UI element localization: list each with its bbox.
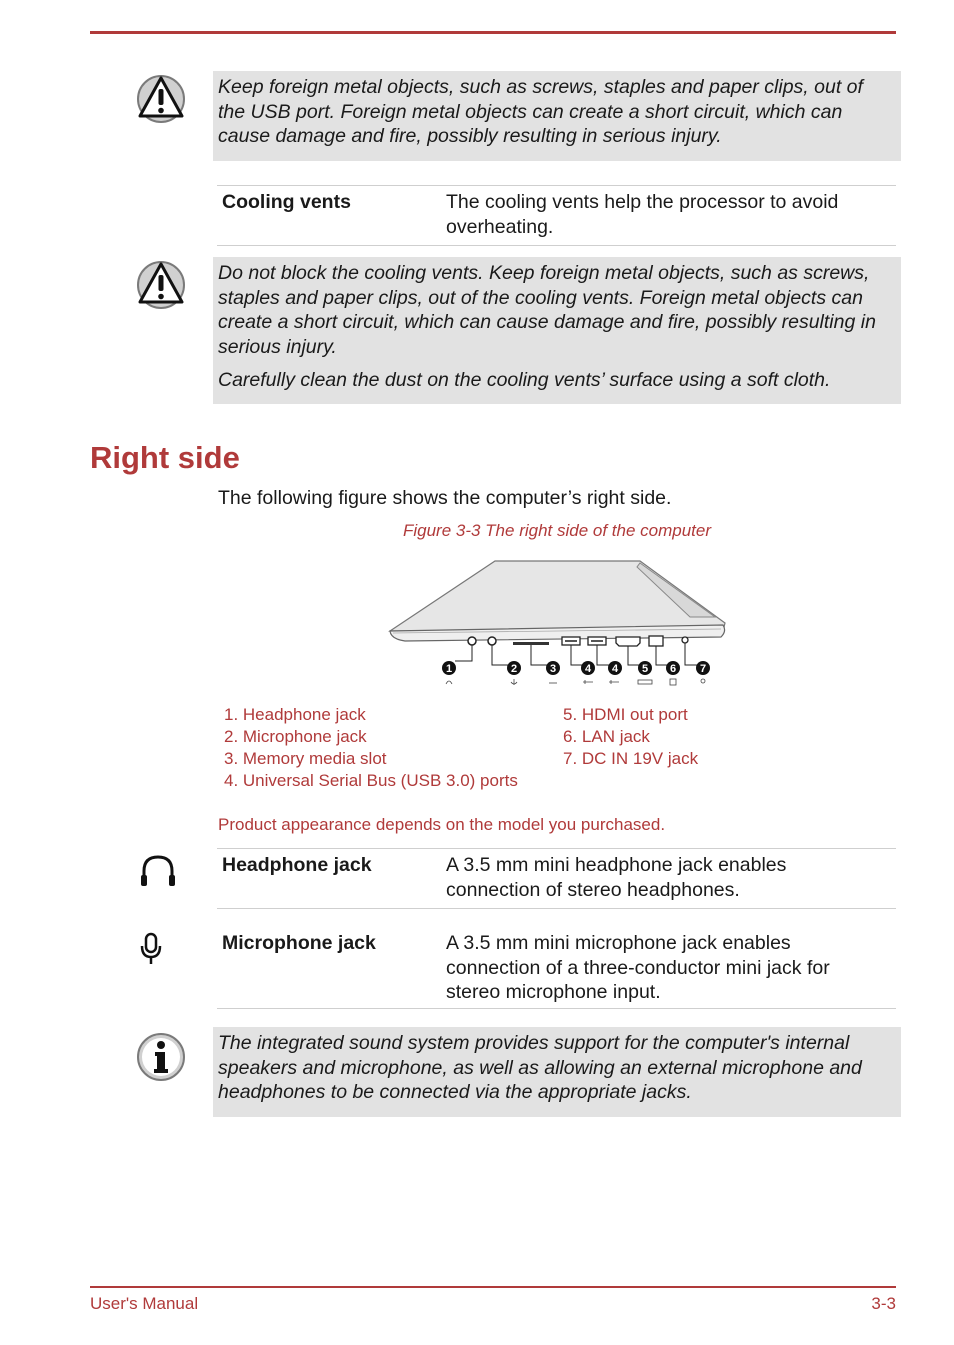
callout-6: 6	[669, 663, 677, 675]
legend-item: 7. DC IN 19V jack	[563, 749, 699, 768]
cooling-vents-term: Cooling vents	[222, 191, 351, 213]
headphone-jack-row	[217, 848, 896, 909]
lan-port	[649, 636, 663, 646]
hdmi-port	[616, 637, 640, 646]
top-rule	[90, 31, 896, 34]
divider	[217, 1008, 896, 1009]
callout-2: 2	[510, 663, 518, 675]
product-appearance-note: Product appearance depends on the model you purchased.	[218, 815, 666, 834]
memory-slot	[513, 642, 549, 645]
microphone-jack-desc: A 3.5 mm mini microphone jack enables connection of a three-conductor mini jack for stereo microphone input.	[446, 932, 830, 1003]
usb-warning-text: Keep foreign metal objects, such as screws, staples and paper clips, out of the USB port. Foreign metal objects can create a short circuit, which can cause damage and fire, possibly resulting in serious injury.	[218, 76, 863, 147]
vents-warning-note	[213, 257, 901, 404]
legend-item: 2. Microphone jack	[224, 727, 367, 746]
footer-manual-label: User's Manual	[90, 1294, 199, 1313]
section-intro: The following figure shows the computer’s right side.	[218, 487, 672, 509]
legend-item: 5. HDMI out port	[563, 705, 688, 724]
figure-caption: Figure 3-3 The right side of the computer	[402, 521, 712, 540]
dc-in-port	[682, 637, 688, 643]
microphone-icon	[139, 932, 163, 966]
callout-markers	[442, 661, 710, 675]
callout-1: 1	[445, 663, 453, 675]
warning-icon	[136, 259, 186, 311]
legend-item: 6. LAN jack	[563, 727, 650, 746]
sound-info-note	[213, 1027, 901, 1117]
microphone-jack-row	[217, 908, 896, 1009]
cooling-vents-row	[217, 185, 896, 246]
callout-7: 7	[699, 663, 707, 675]
headphone-port	[468, 637, 476, 645]
cooling-vents-desc: The cooling vents help the processor to avoid overheating.	[446, 191, 839, 238]
callout-5: 5	[641, 663, 649, 675]
legend-item: 3. Memory media slot	[224, 749, 387, 768]
callout-4a: 4	[584, 663, 592, 675]
legend-item: 1. Headphone jack	[224, 705, 366, 724]
usb-warning-note	[213, 71, 901, 161]
microphone-port	[488, 637, 496, 645]
legend-item: 4. Universal Serial Bus (USB 3.0) ports	[224, 771, 518, 790]
laptop-right-side-figure	[385, 553, 730, 693]
headphone-jack-term: Headphone jack	[222, 854, 372, 876]
footer-page-number: 3-3	[871, 1294, 896, 1313]
vents-warning-text-1: Do not block the cooling vents. Keep foreign metal objects, such as screws, staples and paper clips, out of the cooling vents. Foreign metal objects can create a short circuit, which can cause damage and fire, possibly resulting in serious injury.	[218, 262, 876, 358]
warning-icon	[136, 73, 186, 125]
figure-legend-right	[563, 704, 698, 770]
microphone-jack-term: Microphone jack	[222, 932, 376, 954]
sound-info-text: The integrated sound system provides support for the computer's internal speakers and microphone, as well as allowing an external microphone and headphones to be connected via the appropriate jacks.	[218, 1032, 862, 1103]
section-title: Right side	[90, 440, 240, 475]
callout-4b: 4	[611, 663, 619, 675]
callout-3: 3	[549, 663, 557, 675]
figure-legend-left	[224, 704, 518, 792]
headphone-jack-desc: A 3.5 mm mini headphone jack enables connection of stereo headphones.	[446, 854, 787, 901]
headphone-icon	[139, 853, 177, 889]
vents-warning-text-2: Carefully clean the dust on the cooling vents’ surface using a soft cloth.	[218, 369, 831, 391]
divider	[217, 245, 896, 246]
bottom-rule	[90, 1286, 896, 1288]
info-icon	[136, 1031, 186, 1083]
